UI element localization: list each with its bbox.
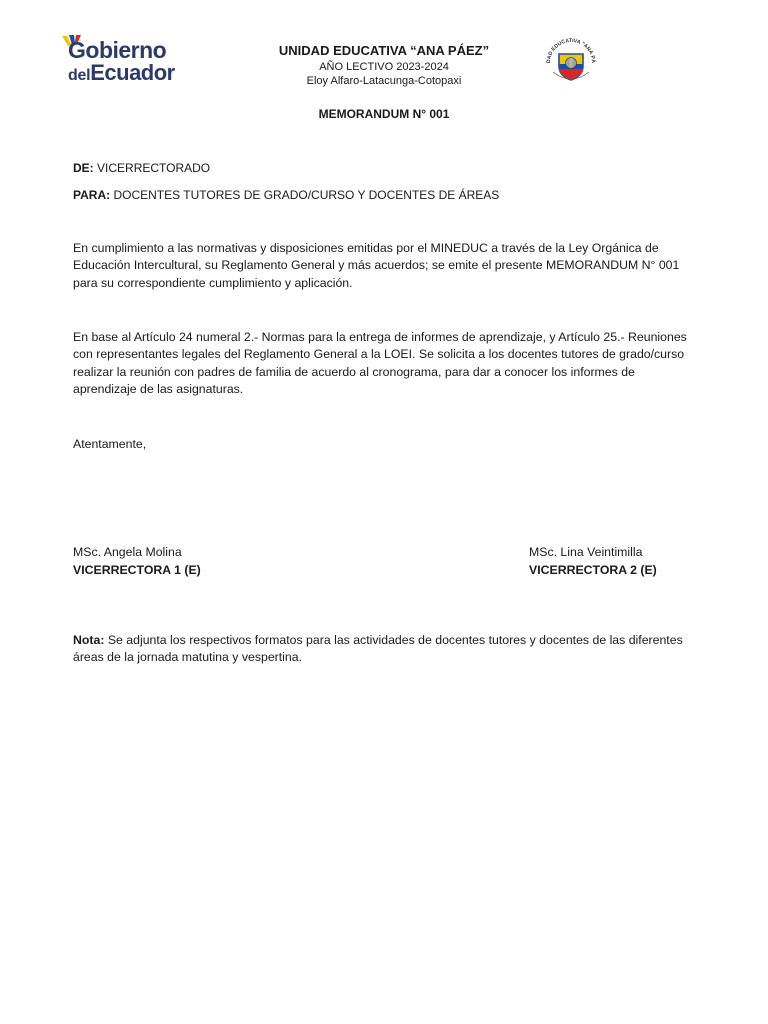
body-paragraph-1: En cumplimiento a las normativas y disposiciones emitidas por el MINEDUC a través de la Ley Orgánica de Educación Intercultural, su Reglamento General y más acuerdos; se emite el presente MEMORANDUM N° 001 para su correspondiente cumplimiento y aplicación. <box>73 241 680 290</box>
from-label: DE: <box>73 161 94 175</box>
school-seal-icon <box>541 36 601 86</box>
to-line <box>73 187 499 204</box>
note-label: Nota: <box>73 633 105 647</box>
note-paragraph <box>73 632 691 667</box>
signature-block-2 <box>529 543 657 579</box>
logo-word-del: del <box>68 67 91 84</box>
from-line <box>73 160 210 177</box>
signature-block-1 <box>73 543 201 579</box>
gobierno-del-ecuador-logo <box>60 34 188 86</box>
school-location: Eloy Alfaro-Latacunga-Cotopaxi <box>306 75 462 87</box>
signature-name-1: MSc. Angela Molina <box>73 545 182 559</box>
logo-line-del-ecuador <box>68 62 175 87</box>
signature-role-1: VICERRECTORA 1 (E) <box>73 563 201 577</box>
note-text: Se adjunta los respectivos formatos para las actividades de docentes tutores y docentes de las diferentes áreas de la jornada matutina y vespertina. <box>73 633 683 665</box>
signature-name-2: MSc. Lina Veintimilla <box>529 545 643 559</box>
school-name: UNIDAD EDUCATIVA “ANA PÁEZ” <box>278 43 490 58</box>
memo-title: MEMORANDUM N° 001 <box>318 107 450 121</box>
from-value: VICERRECTORADO <box>97 161 211 175</box>
svg-text:UNIDAD EDUCATIVA "ANA PÁEZ": DAD EDUCATIVA "ANA PÁ <box>545 37 597 64</box>
school-seal-logo <box>541 36 601 86</box>
logo-word-ecuador: Ecuador <box>90 60 175 85</box>
school-year: AÑO LECTIVO 2023-2024 <box>319 61 449 73</box>
closing-text: Atentamente, <box>73 437 147 451</box>
logo-line-gobierno: Gobierno <box>68 37 167 63</box>
document-header <box>234 42 534 88</box>
signature-role-2: VICERRECTORA 2 (E) <box>529 563 657 577</box>
body-paragraph-2: En base al Artículo 24 numeral 2.- Normas para la entrega de informes de aprendizaje, y Artículo 25.- Reuniones con representantes legales del Reglamento General a la LOEI. Se solicita a los docentes tutores de grado/curso realizar la reunión con padres de familia de acuerdo al cronograma, para dar a conocer los informes de aprendizaje de las asignaturas. <box>73 330 687 397</box>
to-value: DOCENTES TUTORES DE GRADO/CURSO Y DOCENTES DE ÁREAS <box>113 188 500 202</box>
to-label: PARA: <box>73 188 111 202</box>
